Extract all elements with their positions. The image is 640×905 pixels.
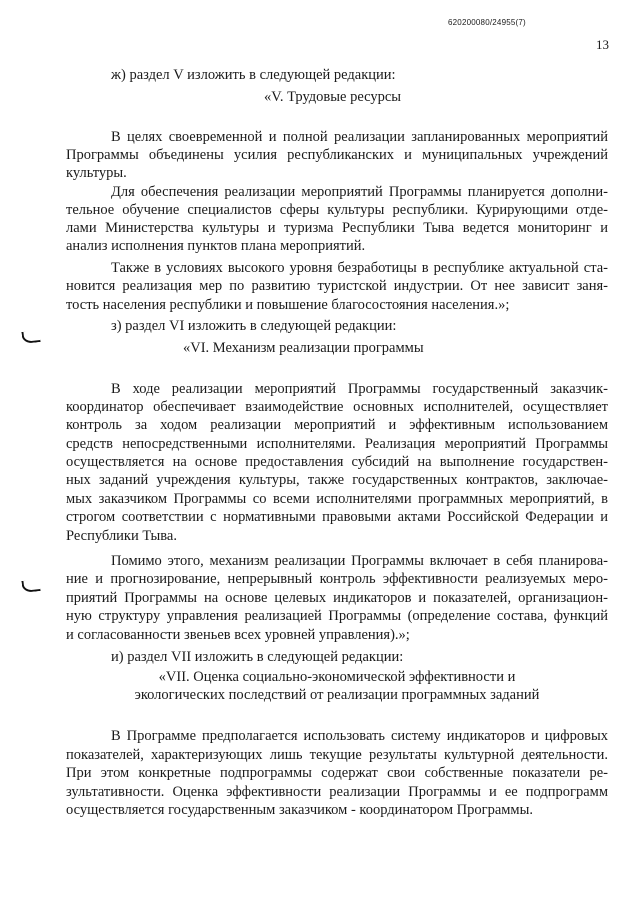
paragraph-line: В Программе предполагается использовать систему индикаторов и цифровых xyxy=(111,728,608,744)
paragraph-line: ную структуру управления реализацией Программы (определение состава, функций xyxy=(66,608,608,624)
paragraph-line: координатор обеспечивает взаимодействие основных исполнителей, осуществляет xyxy=(66,399,608,415)
amendment-intro-v: ж) раздел V изложить в следующей редакции: xyxy=(111,67,396,83)
document-code: 620200080/24955(7) xyxy=(448,18,526,27)
paragraph-line: Также в условиях высокого уровня безработицы в республике актуальной ста- xyxy=(111,260,608,276)
paragraph-line: строгом соответствии с нормативными правовыми актами Российской Федерации и xyxy=(66,509,608,525)
paragraph-line: приятий Программы на основе целевых индикаторов и показателей, организацион- xyxy=(66,590,608,606)
paragraph-line: осуществляется на основе предоставления субсидий на выполнение государствен- xyxy=(66,454,608,470)
paragraph-line: ных заданий учреждения культуры, также государственных контрактов, заключае- xyxy=(66,472,608,488)
margin-mark-icon xyxy=(21,330,40,344)
page-number: 13 xyxy=(596,37,609,52)
paragraph-line: Помимо этого, механизм реализации Программы включает в себя планирова- xyxy=(111,553,608,569)
paragraph-line: и согласованности звеньев всех уровней управления).»; xyxy=(66,627,410,643)
paragraph-line: средств непосредственными исполнителями. Реализация мероприятий Программы xyxy=(66,436,608,452)
paragraph-line: осуществляется государственным заказчиком - координатором Программы. xyxy=(66,802,533,818)
paragraph-line: зультативности. Оценка эффективности реализации Программы и ее подпрограмм xyxy=(66,784,608,800)
section-heading-vi: «VI. Механизм реализации программы xyxy=(183,340,424,356)
paragraph-line: Программы объединены усилия республиканских и муниципальных учреждений xyxy=(66,147,608,163)
paragraph-line: культуры. xyxy=(66,165,127,181)
section-heading-v: «V. Трудовые ресурсы xyxy=(264,89,402,105)
paragraph-line: тость населения республики и повышение благосостояния населения.»; xyxy=(66,297,510,313)
paragraph-line: контроль за ходом реализации мероприятий и эффективным использованием xyxy=(66,417,608,433)
section-heading-vii-cont: экологических последствий от реализации программных заданий xyxy=(134,687,540,703)
paragraph-line: ние и прогнозирование, непрерывный контроль эффективности реализуемых меро- xyxy=(66,571,608,587)
amendment-intro-vii: и) раздел VII изложить в следующей редакции: xyxy=(111,649,404,665)
paragraph-line: показателей, характеризующих лишь текущие результаты культурной деятельности. xyxy=(66,747,608,763)
paragraph-line: В ходе реализации мероприятий Программы государственный заказчик- xyxy=(111,381,608,397)
paragraph-line: В целях своевременной и полной реализации запланированных мероприятий xyxy=(111,129,608,145)
paragraph-line: тельное обучение специалистов сферы культуры республики. Курирующими отде- xyxy=(66,202,608,218)
paragraph-line: При этом конкретные подпрограммы содержат свои собственные показатели ре- xyxy=(66,765,608,781)
section-heading-vii: «VII. Оценка социально-экономической эффективности и xyxy=(158,669,516,685)
paragraph-line: лами Министерства культуры и туризма Республики Тыва ведется мониторинг и xyxy=(66,220,608,236)
amendment-intro-vi: з) раздел VI изложить в следующей редакции: xyxy=(111,318,397,334)
paragraph-line: анализ исполнения пунктов плана мероприятий. xyxy=(66,238,366,254)
paragraph-line: мых заказчиком Программы со всеми исполнителями программных мероприятий, в xyxy=(66,491,608,507)
margin-mark-icon xyxy=(21,579,40,593)
paragraph-line: Для обеспечения реализации мероприятий Программы планируется дополни- xyxy=(111,184,608,200)
paragraph-line: Республики Тыва. xyxy=(66,528,177,544)
paragraph-line: новится реализация мер по развитию туристской индустрии. От нее зависит заня- xyxy=(66,278,608,294)
